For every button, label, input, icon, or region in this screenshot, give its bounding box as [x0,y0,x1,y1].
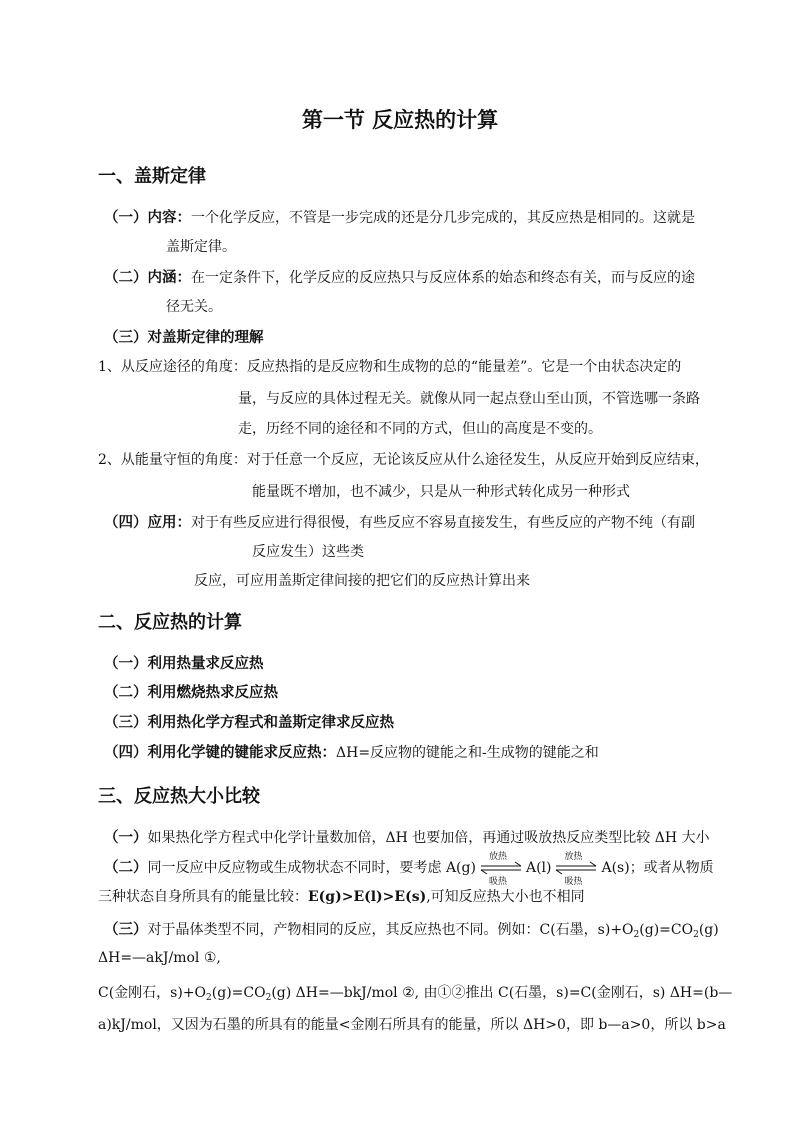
item-meaning-text: 在一定条件下，化学反应的反应热只与反应体系的始态和终态有关，而与反应的途 [191,270,695,286]
section2-heading: 二、反应热的计算 [98,612,242,633]
state-arrow-2 [554,852,598,887]
arrow-2-top-label: 放热 [564,852,583,862]
equilibrium-arrow-icon [479,861,523,875]
compare-item-2-label: （二） [104,859,148,876]
item-meaning-label: （二）内涵： [104,269,191,286]
item-meaning [104,266,695,287]
compare-item-3-text-b: (g)=CO [639,922,694,938]
diamond-eq-c: (g) ΔH=—bkJ/mol ②, 由①②推出 C(石墨，s)=C(金刚石，s) ΔH=(b— [271,985,733,1001]
diamond-equation-line [98,982,732,1003]
compare-item-3 [104,918,719,940]
item-application-text-cont: 反应发生）这些类 [252,544,364,560]
point2-line2: 能量既不增加，也不减少，只是从一种形式转化成另一种形式 [252,484,630,500]
item-content [104,206,695,227]
item-understanding-heading: （三）对盖斯定律的理解 [104,329,264,346]
calc-item-1: （一）利用热量求反应热 [104,655,264,672]
equilibrium-arrow-icon [554,861,598,875]
compare-item-2-line2-a: 三种状态自身所具有的能量比较： [98,889,308,905]
page-title: 第一节 反应热的计算 [301,107,499,132]
diamond-eq-a: C(金刚石，s)+O [98,985,207,1001]
calc-item-4 [104,741,599,762]
calc-item-4-label: （四）利用化学键的键能求反应热： [104,744,336,761]
compare-item-1-text: 如果热化学方程式中化学计量数加倍，ΔH 也要加倍，再通过吸放热反应类型比较 ΔH 大小 [147,830,710,846]
arrow-1-top-label: 放热 [488,852,507,862]
compare-item-3-text: 对于晶体类型不同，产物相同的反应，其反应热也不同。例如：C(石墨，s)+O [147,922,634,938]
item-application [104,511,695,532]
subscript-2: 2 [206,993,212,1003]
subscript-2: 2 [633,930,640,940]
item-content-text-cont: 盖斯定律。 [166,239,236,255]
arrow-2-bottom-label: 吸热 [564,877,583,887]
diamond-eq-b: (g)=CO [211,985,266,1001]
compare-item-2-line2 [98,886,585,906]
point1-line2: 量，与反应的具体过程无关。就像从同一起点登山至山顶，不管选哪一条路 [238,391,700,407]
conclusion-line: a)kJ/mol，又因为石墨的所具有的能量<金刚石所具有的能量，所以 ΔH>0，即 b—a>0，所以 b>a [98,1017,726,1033]
compare-item-1 [104,826,710,847]
compare-item-3-text-c: (g) [698,922,719,938]
point2-line1: 2、从能量守恒的角度：对于任意一个反应，无论该反应从什么途径发生，从反应开始到反应结束， [98,452,709,468]
subscript-2: 2 [693,930,699,940]
arrow-1-bottom-label: 吸热 [488,877,507,887]
item-meaning-text-cont: 径无关。 [166,299,222,315]
point1-line1: 1、从反应途径的角度：反应热指的是反应物和生成物的总的“能量差”。它是一个由状态决定的 [98,359,682,375]
compare-item-2-line2-c: ,可知反应热大小也不相同 [426,889,585,905]
energy-order: E(g)>E(l)>E(s) [308,889,427,905]
point1-line3: 走，历经不同的途径和不同的方式，但山的高度是不变的。 [238,421,602,437]
subscript-2: 2 [265,993,272,1003]
item-application-label: （四）应用： [104,514,191,531]
calc-item-3: （三）利用热化学方程式和盖斯定律求反应热 [104,714,394,731]
compare-item-2-text-b: A(l) [525,860,552,876]
compare-item-2-text-c: A(s)；或者从物质 [601,860,714,876]
state-arrow-1 [479,852,523,887]
item-application-text: 对于有些反应进行得很慢，有些反应不容易直接发生，有些反应的产物不纯（有副 [191,515,695,531]
section1-heading: 一、盖斯定律 [98,166,206,187]
dh-line-1: ΔH=—akJ/mol ①, [98,950,221,966]
item-application-text-cont2: 反应，可应用盖斯定律间接的把它们的反应热计算出来 [194,573,530,589]
compare-item-2 [104,852,714,887]
compare-item-2-text-a: 同一反应中反应物或生成物状态不同时，要考虑 A(g) [147,860,476,876]
item-content-label: （一）内容： [104,209,191,226]
calc-item-2: （二）利用燃烧热求反应热 [104,684,278,701]
item-content-text: 一个化学反应，不管是一步完成的还是分几步完成的，其反应热是相同的。这就是 [191,210,695,226]
section3-heading: 三、反应热大小比较 [98,786,260,807]
calc-item-4-formula: ΔH=反应物的键能之和-生成物的键能之和 [336,745,599,761]
compare-item-1-label: （一） [104,829,148,846]
compare-item-3-label: （三） [104,921,148,938]
